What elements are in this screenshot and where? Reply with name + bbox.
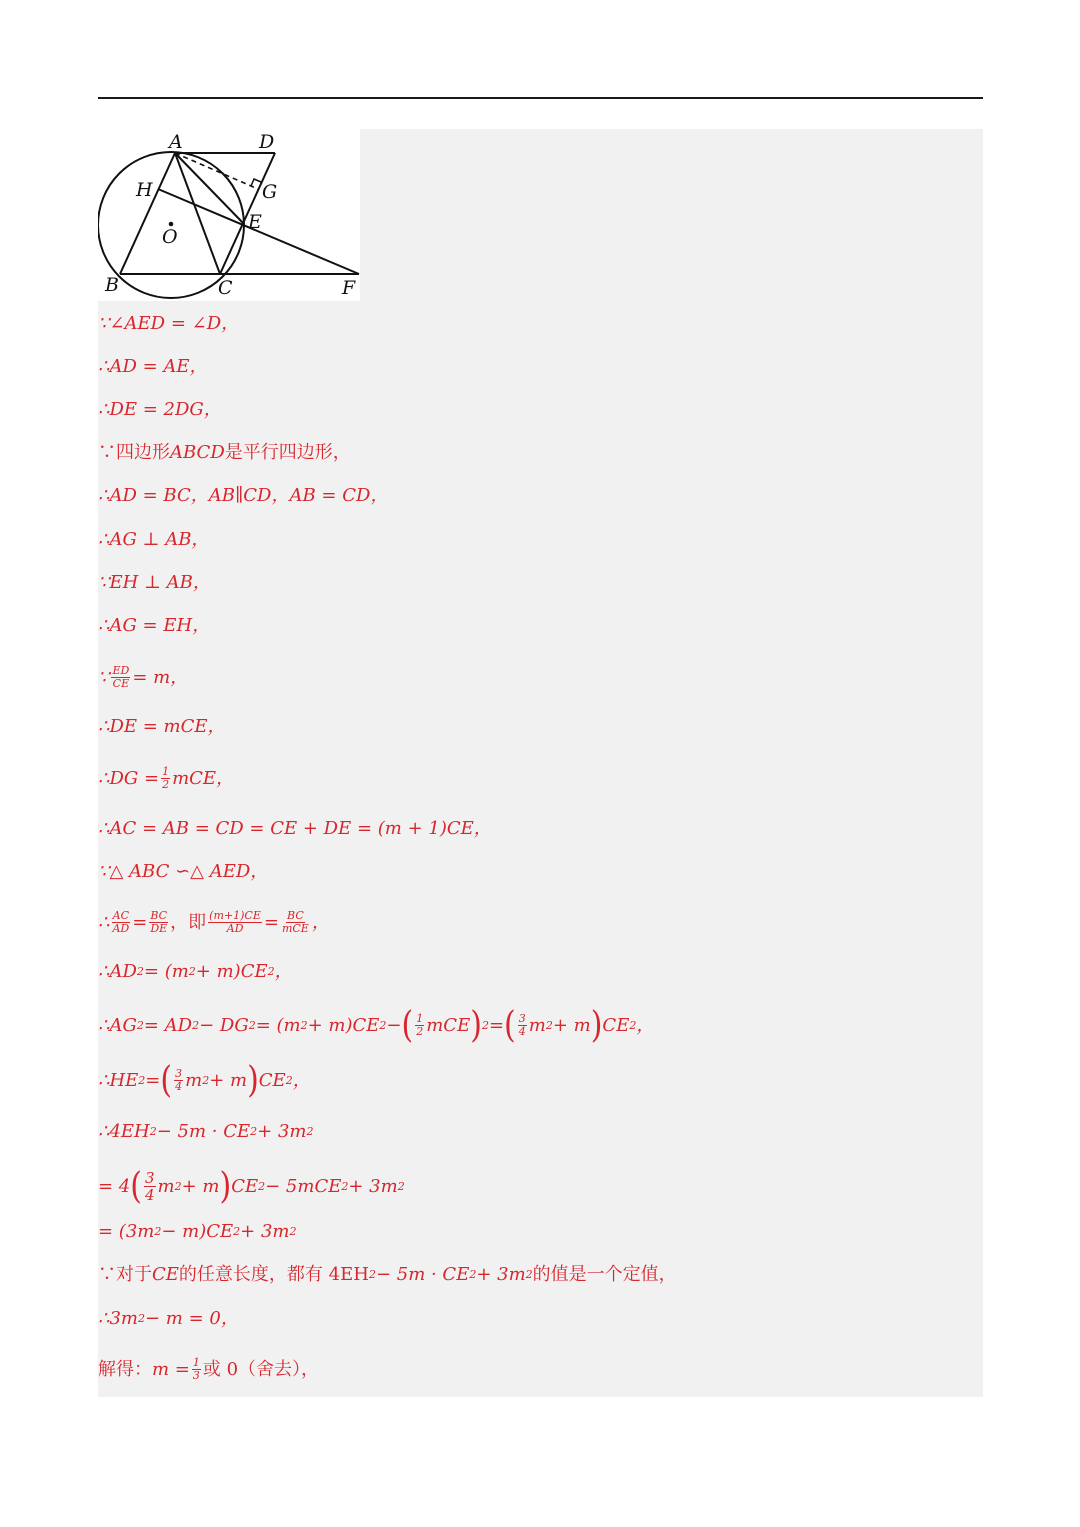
step-23: 解得： m = $\frac{1}{3}$ 或 0（舍去）， [98,1356,320,1382]
fraction-one-third: $\frac{1}{3}$ [192,1356,200,1382]
step-16: ∴AG 2 = AD 2 − DG 2 = (m 2 + m)CE 2 − ( $\frac{1}{2}$ mCE ) 2 = ( $\frac{3}{4}$ m 2 + m ) CE 2 ， [98,1003,655,1046]
step-2: ∴AD = AE， [98,356,208,377]
segment-ac [175,153,220,274]
header-rule [98,97,983,99]
label-o: O [162,226,178,248]
step-3: ∴DE = 2DG， [98,399,222,420]
geometry-diagram [98,129,360,301]
step-19: = 4 ( $\frac{3}{4}$ m 2 + m ) CE 2 − 5mCE 2 + 3m 2 [98,1164,405,1207]
fraction-one-half: $\frac{1}{2}$ [162,765,170,791]
label-g: G [262,181,278,203]
fraction-ed-ce: $\frac{ED}{CE}$ [112,664,130,690]
step-17: ∴HE 2 = ( $\frac{3}{4}$ m 2 + m ) CE 2 ， [98,1058,311,1101]
label-e: E [248,211,262,233]
label-h: H [136,179,153,201]
step-5: ∴AD = BC，AB∥CD，AB = CD， [98,485,389,506]
label-c: C [218,277,233,299]
step-8: ∴AG = EH， [98,615,211,636]
label-d: D [259,131,275,153]
step-20: = (3m 2 − m)CE 2 + 3m 2 [98,1221,297,1242]
geometry-figure [98,129,360,301]
step-21: ∵对于 CE 的任意长度，都有 4EH 2 − 5m · CE 2 + 3m 2 的值是一个定值， [98,1264,677,1285]
step-11: ∴DG = $\frac{1}{2}$ mCE， [98,765,235,791]
label-f: F [342,277,356,299]
segment-ag-dashed [175,153,258,189]
step-10: ∴DE = mCE， [98,716,226,737]
step-14: ∴ $\frac{AC}{AD}$ = $\frac{BC}{DE}$ ，即 $\frac{(m+1)CE}{AD}$ = $\frac{BC}{\text{mCE}}$ ， [98,909,330,935]
step-12: ∴AC = AB = CD = CE + DE = (m + 1)CE， [98,818,492,839]
step-22: ∴3m 2 − m = 0， [98,1308,239,1329]
step-15: ∴AD 2 = (m 2 + m)CE 2 ， [98,961,293,982]
step-9: ∵ $\frac{ED}{CE}$ = m， [98,664,189,690]
step-1: ∵∠AED = ∠D， [98,313,240,334]
step-4: ∵四边形 ABCD 是平行四边形， [98,442,351,463]
step-6: ∴AG ⊥ AB， [98,529,210,550]
step-7: ∵EH ⊥ AB， [98,572,211,593]
label-a: A [169,131,183,153]
label-b: B [105,274,119,296]
segment-ab [120,153,175,274]
step-13: ∵△ ABC ∽△ AED， [98,861,269,882]
step-18: ∴4EH 2 − 5m · CE 2 + 3m 2 [98,1121,314,1142]
